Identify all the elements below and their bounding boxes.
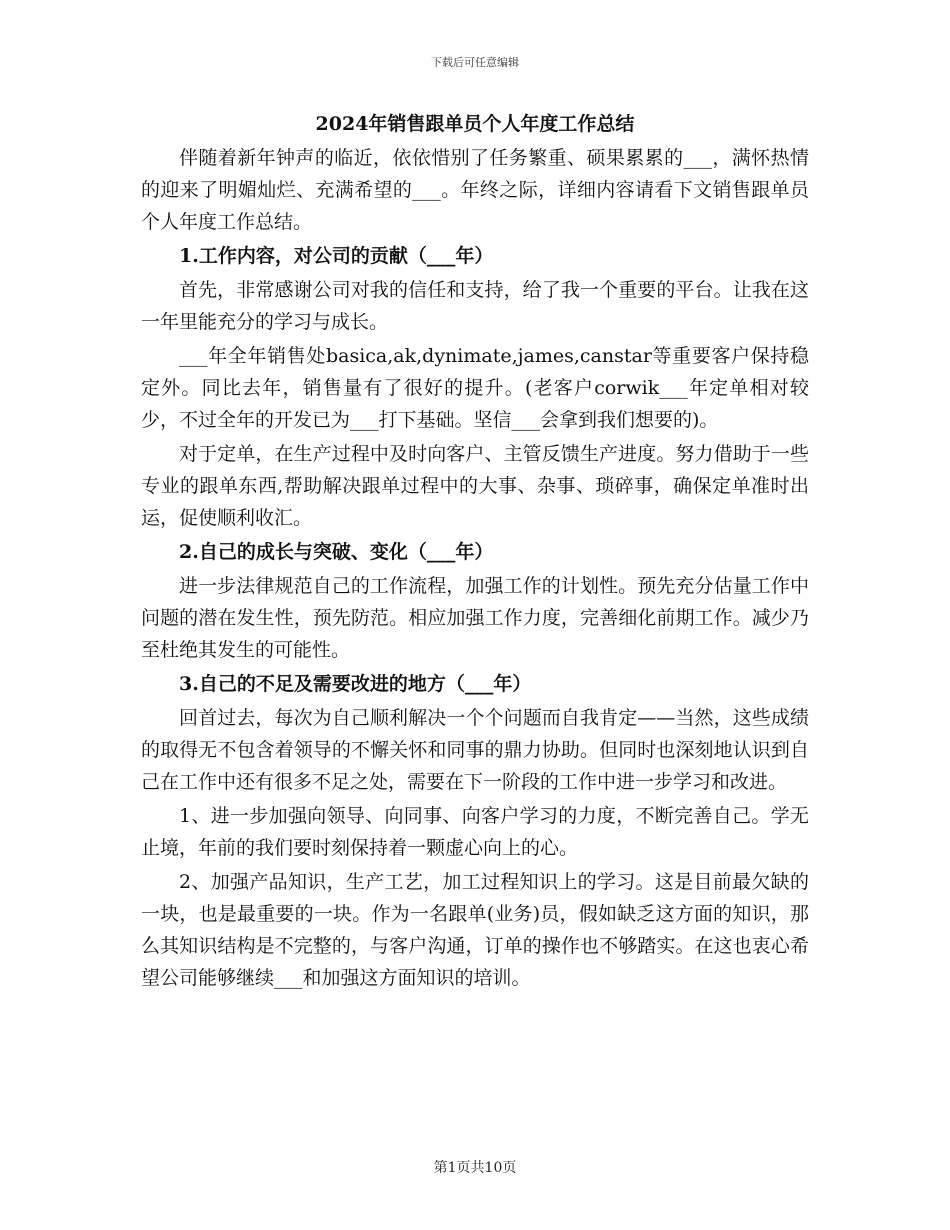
section3-paragraph-1: 回首过去，每次为自己顺利解决一个个问题而自我肯定——当然，这些成绩的取得无不包含着领导的不懈关怀和同事的鼎力协助。但同时也深刻地认识到自己在工作中还有很多不足之处，需要在下一阶段的工作中进一步学习和改进。 (141, 707, 809, 793)
header-note: 下载后可任意编辑 (431, 56, 519, 69)
section-heading-1: 1.工作内容，对公司的贡献（___年） (179, 245, 494, 267)
document-title: 2024年销售跟单员个人年度工作总结 (315, 113, 635, 135)
page-footer: 第1页共10页 (433, 1160, 517, 1176)
section3-paragraph-2: 1、进一步加强向领导、向同事、向客户学习的力度，不断完善自己。学无止境，年前的我们要时刻保持着一颗虚心向上的心。 (141, 805, 809, 859)
section2-paragraph-1: 进一步法律规范自己的工作流程，加强工作的计划性。预先充分估量工作中问题的潜在发生性，预先防范。相应加强工作力度，完善细化前期工作。减少乃至杜绝其发生的可能性。 (141, 575, 809, 661)
intro-paragraph: 伴随着新年钟声的临近，依依惜别了任务繁重、硕果累累的___，满怀热情的迎来了明媚灿烂、充满希望的___。年终之际，详细内容请看下文销售跟单员个人年度工作总结。 (141, 147, 809, 233)
section1-paragraph-3: 对于定单，在生产过程中及时向客户、主管反馈生产进度。努力借助于一些专业的跟单东西,帮助解决跟单过程中的大事、杂事、琐碎事，确保定单准时出运，促使顺利收汇。 (141, 443, 809, 529)
section-heading-3: 3.自己的不足及需要改进的地方（___年） (179, 673, 532, 695)
section3-paragraph-3: 2、加强产品知识，生产工艺，加工过程知识上的学习。这是目前最欠缺的一块，也是最重要的一块。作为一名跟单(业务)员，假如缺乏这方面的知识，那么其知识结构是不完整的，与客户沟通，订单的操作也不够踏实。在这也衷心希望公司能够继续___和加强这方面知识的培训。 (141, 871, 809, 989)
section1-paragraph-2: ___年全年销售处basica,ak,dynimate,james,canstar等重要客户保持稳定外。同比去年，销售量有了很好的提升。(老客户corwik___年定单相对较少，不过全年的开发已为___打下基础。坚信___会拿到我们想要的)。 (141, 345, 809, 431)
section-heading-2: 2.自己的成长与突破、变化（___年） (179, 541, 494, 563)
document-body (141, 108, 809, 996)
section1-paragraph-1: 首先，非常感谢公司对我的信任和支持，给了我一个重要的平台。让我在这一年里能充分的学习与成长。 (141, 279, 809, 333)
